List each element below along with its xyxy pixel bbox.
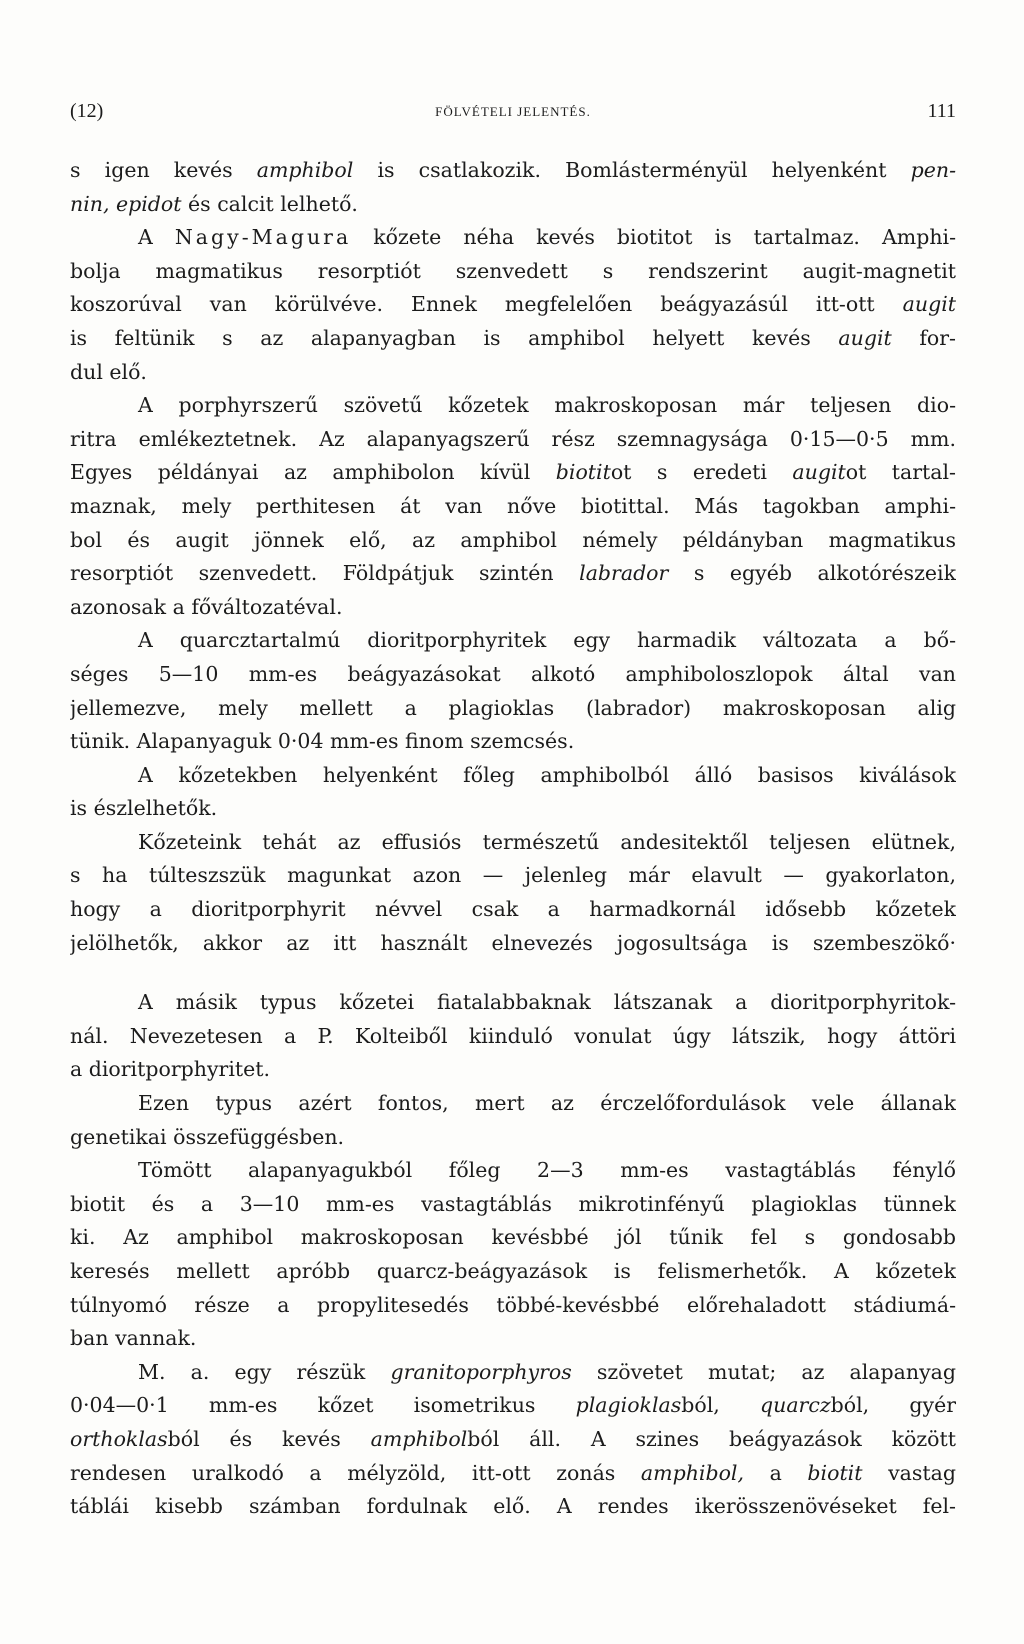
text-line <box>70 1255 956 1289</box>
page-number: 111 <box>927 100 956 122</box>
page-header <box>70 100 956 130</box>
spaced-name: Nagy-Magura <box>174 225 352 250</box>
text-line <box>70 893 956 927</box>
italic-term: plagioklas <box>575 1393 682 1418</box>
text-run: Tömött alapanyagukból főleg 2—3 mm-es vastagtáblás fénylő <box>138 1158 956 1183</box>
text-line <box>70 188 956 222</box>
text-run: szövetet mutat; az alapanyag <box>571 1359 956 1384</box>
text-run: A kőzetekben helyenként főleg amphibolból álló basisos kiválások <box>138 762 956 787</box>
text-line <box>70 1188 956 1222</box>
text-line <box>70 1389 956 1423</box>
italic-term: augit <box>792 460 846 485</box>
italic-term: biotit <box>807 1460 863 1485</box>
text-line <box>70 524 956 558</box>
text-run: resorptiót szenvedett. Földpátjuk szintén <box>70 561 580 586</box>
text-line <box>70 624 956 658</box>
italic-term: labrador <box>579 561 669 586</box>
text-line <box>70 557 956 591</box>
text-line <box>70 1121 956 1155</box>
text-line <box>70 1053 956 1087</box>
text-line <box>70 1087 956 1121</box>
text-run: A másik typus kőzetei fiatalabbaknak látszanak a dioritporphyritok- <box>138 990 956 1015</box>
text-run: bolja magmatikus resorptiót szenvedett s rendszerint augit-magnetit <box>70 258 956 283</box>
text-run: s igen kevés <box>70 158 257 182</box>
text-run: jelölhetők, akkor az itt használt elnevezés jogosultsága is szembeszökő· <box>70 930 956 955</box>
text-line <box>70 1356 956 1390</box>
paragraph-gap <box>70 960 956 986</box>
text-line <box>70 154 956 188</box>
running-title: FÖLVÉTELI JELENTÉS. <box>435 104 591 119</box>
text-line <box>70 423 956 457</box>
text-run: séges 5—10 mm-es beágyazásokat alkotó amphiboloszlopok által van <box>70 661 956 686</box>
italic-term: quarcz <box>760 1393 831 1418</box>
page-reference: (12) <box>70 100 104 122</box>
text-line <box>70 221 956 255</box>
text-run: dul elő. <box>70 359 147 384</box>
text-line <box>70 1020 956 1054</box>
text-run: bol és augit jönnek elő, az amphibol némely példányban magmatikus <box>70 527 956 552</box>
text-line <box>70 658 956 692</box>
text-run: kőzete néha kevés biotitot is tartalmaz. Amphi- <box>351 225 956 250</box>
text-run: ból, <box>681 1393 760 1418</box>
text-run: ból és kevés <box>167 1426 371 1451</box>
text-run: 0·04—0·1 mm-es kőzet isometrikus <box>70 1393 576 1418</box>
text-run: és calcit lelhető. <box>181 191 358 216</box>
text-line <box>70 1221 956 1255</box>
text-line <box>70 792 956 826</box>
text-run: ot s eredeti <box>610 460 793 485</box>
italic-term: augit <box>902 292 956 317</box>
text-run: for- <box>891 325 956 350</box>
text-line <box>70 927 956 961</box>
text-run: A porphyrszerű szövetű kőzetek makroskoposan már teljesen dio- <box>138 393 956 418</box>
text-line <box>70 759 956 793</box>
italic-term: pen- <box>910 158 956 182</box>
text-run: túlnyomó része a propylitesedés többé-kevésbbé előrehaladott stádiumá- <box>70 1292 956 1317</box>
text-run: ki. Az amphibol makroskoposan kevésbbé jól tűnik fel s gondosabb <box>70 1225 956 1250</box>
text-run: hogy a dioritporphyrit névvel csak a harmadkornál idősebb kőzetek <box>70 897 956 922</box>
text-run: Egyes példányai az amphibolon kívül <box>70 460 556 485</box>
italic-term: augit <box>838 325 892 350</box>
text-line <box>70 1457 956 1491</box>
text-line <box>70 1154 956 1188</box>
text-run: jellemezve, mely mellett a plagioklas (labrador) makroskoposan alig <box>70 695 956 720</box>
italic-term: biotit <box>555 460 611 485</box>
text-run: biotit és a 3—10 mm-es vastagtáblás mikrotinfényű plagioklas tünnek <box>70 1191 956 1216</box>
text-run: táblái kisebb számban fordulnak elő. A rendes ikerösszenövéseket fel- <box>70 1494 956 1519</box>
text-run: a dioritporphyritet. <box>70 1057 271 1082</box>
italic-term: amphibol, <box>640 1460 745 1485</box>
text-run: ból, gyér <box>830 1393 956 1418</box>
text-run: Ezen typus azért fontos, mert az érczelőfordulások vele állanak <box>138 1091 956 1116</box>
text-run: rendesen uralkodó a mélyzöld, itt-ott zonás <box>70 1460 641 1485</box>
text-line <box>70 859 956 893</box>
text-run: A <box>138 225 175 250</box>
text-line <box>70 322 956 356</box>
text-run: is feltünik s az alapanyagban is amphibol helyett kevés <box>70 325 839 350</box>
text-run: M. a. egy részük <box>138 1359 391 1384</box>
text-run: a <box>744 1460 808 1485</box>
text-line <box>70 456 956 490</box>
text-line <box>70 591 956 625</box>
italic-term: amphibol <box>370 1426 468 1451</box>
body-text <box>70 154 956 1524</box>
text-run: A quarcztartalmú dioritporphyritek egy harmadik változata a bő- <box>138 628 956 653</box>
text-run: koszorúval van körülvéve. Ennek megfelelően beágyazásúl itt-ott <box>70 292 903 317</box>
text-line <box>70 1322 956 1356</box>
text-line <box>70 986 956 1020</box>
text-run: ban vannak. <box>70 1326 197 1351</box>
text-run: s egyéb alkotórészeik <box>668 561 956 586</box>
italic-term: orthoklas <box>70 1426 168 1451</box>
italic-term: amphibol <box>256 158 354 182</box>
text-run: azonosak a főváltozatéval. <box>70 594 343 619</box>
text-run: is csatlakozik. Bomlásterményül helyenként <box>353 158 911 182</box>
text-run: maznak, mely perthitesen át van nőve biotittal. Más tagokban amphi- <box>70 493 956 518</box>
text-run: is észlelhetők. <box>70 796 218 821</box>
text-line <box>70 255 956 289</box>
text-run: ból áll. A szines beágyazások között <box>467 1426 956 1451</box>
text-line <box>70 288 956 322</box>
text-run: nál. Nevezetesen a P. Kolteiből kiinduló vonulat úgy látszik, hogy áttöri <box>70 1023 956 1048</box>
text-run: ritra emlékeztetnek. Az alapanyagszerű rész szemnagysága 0·15—0·5 mm. <box>70 426 956 451</box>
text-line <box>70 692 956 726</box>
text-line <box>70 725 956 759</box>
text-run: ot tartal- <box>845 460 956 485</box>
text-line <box>70 490 956 524</box>
text-line <box>70 826 956 860</box>
text-line <box>70 356 956 390</box>
text-run: tünik. Alapanyaguk 0·04 mm-es finom szemcsés. <box>70 729 575 754</box>
text-run: genetikai összefüggésben. <box>70 1124 345 1149</box>
text-run: keresés mellett apróbb quarcz-beágyazások is felismerhetők. A kőzetek <box>70 1259 956 1283</box>
text-run: s ha túlteszszük magunkat azon — jelenleg már elavult — gyakorlaton, <box>70 863 956 888</box>
italic-term: granitoporphyros <box>390 1359 572 1384</box>
text-line <box>70 1289 956 1323</box>
text-run: vastag <box>862 1460 956 1485</box>
italic-term: nin, epidot <box>70 191 182 216</box>
text-line <box>70 1490 956 1524</box>
text-line <box>70 1423 956 1457</box>
text-line <box>70 389 956 423</box>
text-run: Kőzeteink tehát az effusiós természetű andesitektől teljesen elütnek, <box>138 829 956 854</box>
